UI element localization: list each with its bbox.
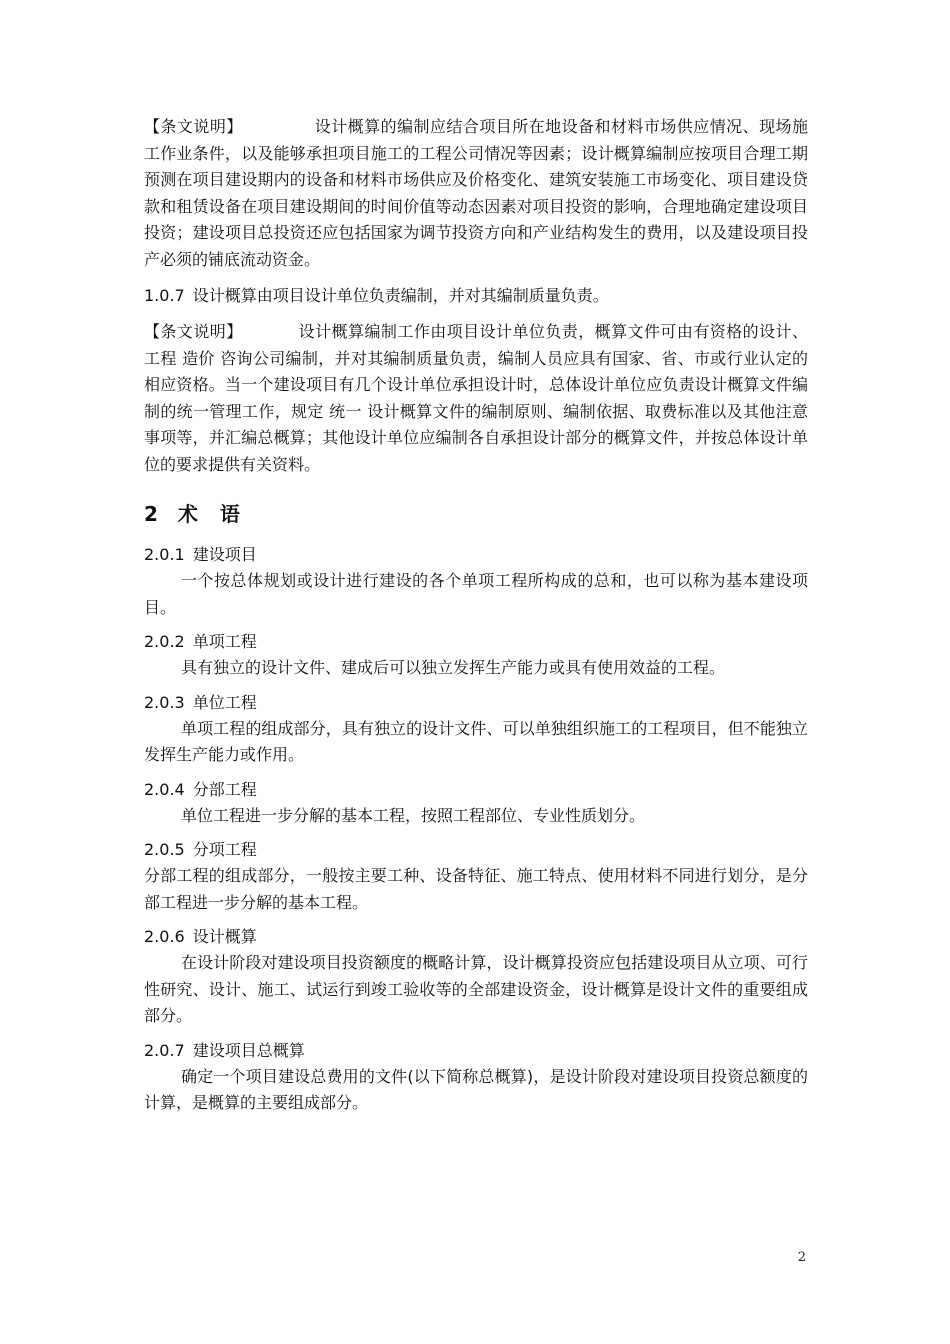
term-entry (144, 690, 808, 769)
term-heading (144, 629, 808, 655)
term-definition: 单项工程的组成部分，具有独立的设计文件、可以单独组织施工的工程项目，但不能独立发挥生产能力或作用。 (144, 718, 808, 764)
term-entry (144, 629, 808, 682)
term-name: 设计概算 (192, 927, 257, 946)
term-entry (144, 924, 808, 1030)
page-number: 2 (797, 1250, 806, 1265)
term-number: 2.0.5 (144, 840, 185, 859)
term-number: 2.0.1 (144, 545, 185, 564)
term-entry (144, 1038, 808, 1117)
note-text: 设计概算编制工作由项目设计单位负责，概算文件可由有资格的设计、工程 造价 咨询公司编制，并对其编制质量负责，编制人员应具有国家、省、市或行业认定的相应资格。当一个建设项目有几个设计单位承担设计时，总体设计单位应负责设计概算文件编制的统一管理工作，规定 统一 设计概算文件的编制原则、编制依据、取费标准以及其他注意事项等，并汇编总概算；其他设计单位应编制各自承担设计部分的概算文件，并按总体设计单位的要求提供有关资料。 (144, 322, 808, 474)
term-entry (144, 542, 808, 621)
term-definition: 一个按总体规划或设计进行建设的各个单项工程所构成的总和，也可以称为基本建设项目。 (144, 571, 808, 617)
clause-note-1 (144, 114, 808, 273)
clause-1-0-7 (144, 283, 808, 309)
term-number: 2.0.4 (144, 779, 185, 799)
term-name: 单项工程 (192, 632, 257, 651)
term-definition: 单位工程进一步分解的基本工程，按照工程部位、专业性质划分。 (181, 805, 646, 825)
term-name: 建设项目总概算 (192, 1040, 305, 1060)
term-heading (144, 690, 808, 716)
term-definition: 在设计阶段对建设项目投资额度的概略计算，设计概算投资应包括建设项目从立项、可行性研究、设计、施工、试运行到竣工验收等的全部建设资金，设计概算是设计文件的重要组成部分。 (144, 953, 808, 1025)
chapter-title: 术语 (177, 502, 262, 526)
term-name: 分项工程 (192, 840, 257, 859)
document-page (144, 114, 808, 1117)
term-heading (144, 924, 808, 950)
term-entry (144, 837, 808, 916)
term-number: 2.0.3 (144, 692, 185, 712)
term-definition: 分部工程的组成部分，一般按主要工种、设备特征、施工特点、使用材料不同进行划分，是分部工程进一步分解的基本工程。 (144, 866, 808, 912)
term-entry (144, 777, 808, 830)
chapter-heading (144, 500, 808, 528)
term-definition: 确定一个项目建设总费用的文件(以下简称总概算)，是设计阶段对建设项目投资总额度的计算，是概算的主要组成部分。 (144, 1066, 808, 1112)
clause-number: 1.0.7 (144, 286, 185, 305)
term-number: 2.0.7 (144, 1040, 185, 1060)
note-tag: 【条文说明】 (144, 322, 243, 341)
term-name: 分部工程 (192, 779, 257, 799)
chapter-number: 2 (144, 502, 160, 526)
clause-note-2 (144, 319, 808, 478)
clause-text: 设计概算由项目设计单位负责编制，并对其编制质量负责。 (192, 286, 609, 305)
term-number: 2.0.6 (144, 927, 185, 946)
term-heading (144, 837, 808, 863)
term-heading (144, 1038, 808, 1064)
term-definition: 具有独立的设计文件、建成后可以独立发挥生产能力或具有使用效益的工程。 (181, 658, 726, 677)
term-heading (144, 542, 808, 568)
note-tag: 【条文说明】 (144, 117, 243, 136)
term-name: 单位工程 (192, 692, 257, 712)
term-number: 2.0.2 (144, 632, 185, 651)
term-heading (144, 777, 808, 803)
term-name: 建设项目 (192, 545, 257, 564)
note-text: 设计概算的编制应结合项目所在地设备和材料市场供应情况、现场施工作业条件，以及能够承担项目施工的工程公司情况等因素；设计概算编制应按项目合理工期预测在项目建设期内的设备和材料市场供应及价格变化、建筑安装施工市场变化、项目建设贷款和租赁设备在项目建设期间的时间价值等动态因素对项目投资的影响，合理地确定建设项目投资；建设项目总投资还应包括国家为调节投资方向和产业结构发生的费用，以及建设项目投产必须的铺底流动资金。 (144, 117, 808, 269)
